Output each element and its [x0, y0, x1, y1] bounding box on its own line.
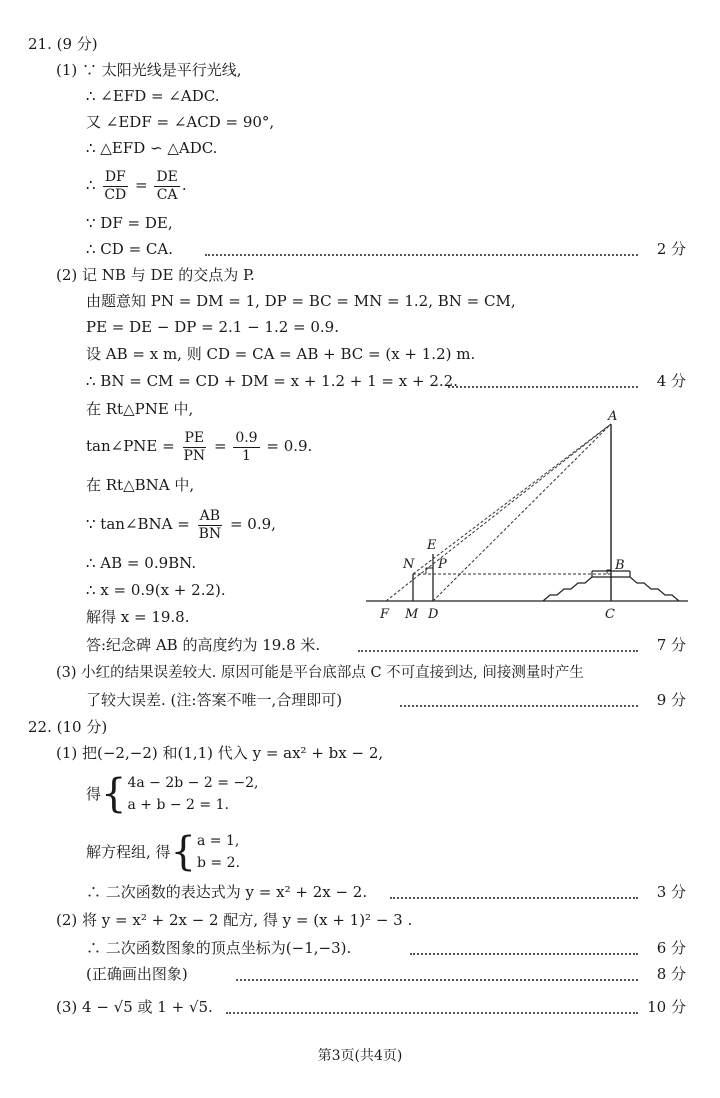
fraction-09-1: $\frac{0.9}{1}$: [235, 429, 258, 464]
line-na: [413, 424, 611, 574]
fraction-pe-pn: $\frac{PE}{PN}$: [183, 429, 206, 464]
q22-header: 22. (10 分): [28, 718, 108, 736]
score-10: 10 分: [647, 998, 686, 1016]
q21-p1-line1: (1) ∵ 太阳光线是平行光线,: [56, 61, 242, 79]
score-7: 7 分: [656, 636, 686, 654]
dot-leader: [358, 650, 638, 652]
q22-p2-line2: ∴ 二次函数图象的顶点坐标为(−1,−3).: [86, 939, 352, 957]
q22-p1-line1: (1) 把(−2,−2) 和(1,1) 代入 y = ax² + bx − 2,: [56, 744, 384, 762]
score-6: 6 分: [656, 939, 686, 957]
q21-p1-line5: ∴ $\frac{DF}{CD}$ = $\frac{DE}{CA}$ .: [86, 168, 187, 203]
q21-p1-line7: ∴ CD = CA.: [86, 240, 173, 258]
q22-p3-line1: (3) 4 − √5 或 1 + √5.: [56, 998, 213, 1016]
q21-header: 21. (9 分): [28, 35, 98, 53]
fraction-df-cd: $\frac{DF}{CD}$: [104, 168, 127, 203]
q22-p2-line3: (正确画出图象): [86, 965, 188, 983]
score-9: 9 分: [656, 691, 686, 709]
label-c: C: [605, 607, 615, 622]
q21-p2-answer: 答:纪念碑 AB 的高度约为 19.8 米.: [86, 636, 321, 654]
label-d: D: [428, 607, 439, 622]
score-3: 3 分: [656, 883, 686, 901]
score-2: 2 分: [656, 240, 686, 258]
q21-p1-line2: ∴ ∠EFD = ∠ADC.: [86, 87, 220, 105]
dot-leader: [205, 254, 638, 256]
q21-p2-line2: 由题意知 PN = DM = 1, DP = BC = MN = 1.2, BN = CM,: [86, 292, 516, 310]
q21-p2-line9: ∵ tan∠BNA = $\frac{AB}{BN}$ = 0.9,: [86, 507, 276, 542]
equation-system-1: 得 { 4a − 2b − 2 = −2, a + b − 2 = 1.: [86, 771, 259, 817]
q21-p1-line4: ∴ △EFD ∽ △ADC.: [86, 139, 218, 157]
dot-leader: [226, 1012, 638, 1014]
q21-p2-line5: ∴ BN = CM = CD + DM = x + 1.2 + 1 = x + 2.2.: [86, 372, 458, 390]
q21-p3-line1: (3) 小红的结果误差较大. 原因可能是平台底部点 C 不可直接到达, 间接测量时产生: [56, 665, 584, 681]
q21-p3-line2: 了较大误差. (注:答案不唯一,合理即可): [86, 691, 343, 709]
q21-p2-line10: ∴ AB = 0.9BN.: [86, 554, 197, 572]
fraction-de-ca: $\frac{DE}{CA}$: [156, 168, 178, 203]
geometry-figure: [360, 408, 700, 623]
q21-p2-line6: 在 Rt△PNE 中,: [86, 400, 194, 418]
dot-leader: [236, 979, 638, 981]
q21-p1-line6: ∵ DF = DE,: [86, 214, 173, 232]
q22-p1-line2: [86, 768, 258, 819]
q21-p2-line1: (2) 记 NB 与 DE 的交点为 P.: [56, 266, 255, 284]
label-f: F: [380, 607, 390, 622]
q21-p2-line4: 设 AB = x m, 则 CD = CA = AB + BC = (x + 1.2) m.: [86, 345, 476, 363]
q22-p2-line1: (2) 将 y = x² + 2x − 2 配方, 得 y = (x + 1)² − 3 .: [56, 911, 413, 929]
q21-p2-line7: tan∠PNE = $\frac{PE}{PN}$ = $\frac{0.9}{1}$ = 0.9.: [86, 429, 313, 464]
q21-p2-line11: ∴ x = 0.9(x + 2.2).: [86, 581, 226, 599]
q21-p2-line12: 解得 x = 19.8.: [86, 608, 190, 626]
label-n: N: [403, 557, 415, 572]
q21-p2-line3: PE = DE − DP = 2.1 − 1.2 = 0.9.: [86, 318, 339, 336]
equation-system-2: 解方程组, 得 { a = 1, b = 2.: [86, 829, 240, 875]
page-footer: 第3页(共4页): [317, 1048, 403, 1064]
q22-p1-line4: ∴ 二次函数的表达式为 y = x² + 2x − 2.: [86, 883, 368, 901]
label-p: P: [438, 557, 447, 572]
fraction-ab-bn: $\frac{AB}{BN}$: [198, 507, 222, 542]
label-a: A: [608, 409, 618, 424]
label-b: B: [615, 558, 625, 573]
dot-leader: [390, 897, 638, 899]
q21-p1-line3: 又 ∠EDF = ∠ACD = 90°,: [86, 113, 275, 131]
dot-leader: [400, 705, 638, 707]
dot-leader: [410, 953, 638, 955]
label-e: E: [427, 538, 437, 553]
q21-p2-line8: 在 Rt△BNA 中,: [86, 476, 195, 494]
label-m: M: [405, 607, 419, 622]
q22-p1-line3: [86, 826, 240, 877]
score-8: 8 分: [656, 965, 686, 983]
dot-leader: [448, 386, 638, 388]
score-4: 4 分: [656, 372, 686, 390]
